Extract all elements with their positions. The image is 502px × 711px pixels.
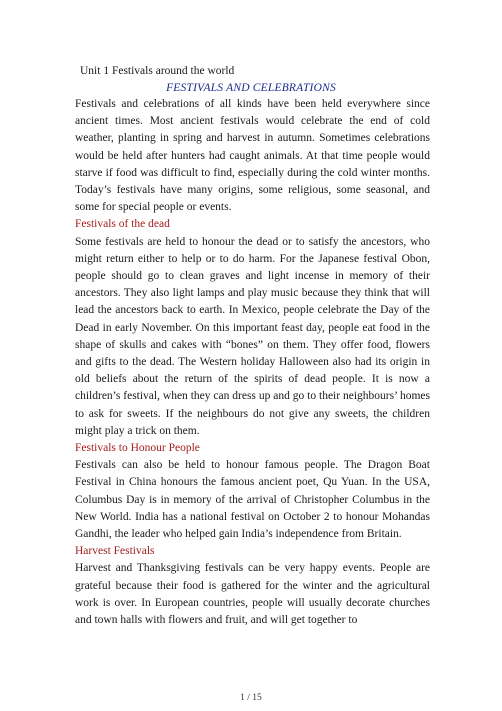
unit-title: Unit 1 Festivals around the world — [80, 65, 235, 77]
section-paragraph-festivals-of-the-dead: Some festivals are held to honour the dead or to satisfy the ancestors, who might return either to help or to do harm. For the Japanese festival Obon, people should go to clean graves and light incense in memory of their ancestors. They also light lamps and play music because they think that will lead the ancestors back to earth. In Mexico, people celebrate the Day of the Dead in early November. On this important feast day, people eat food in the shape of skulls and cakes with “bones” on them. They offer food, flowers and gifts to the dead. The Western holiday Halloween also had its origin in old beliefs about the return of the spirits of dead people. It is now a children’s festival, when they can dress up and go to their neighbours’ homes to ask for sweets. If the neighbours do not give any sweets, the children might play a trick on them. — [75, 235, 430, 437]
section-heading-festivals-of-the-dead: Festivals of the dead — [75, 218, 170, 231]
section-paragraph-festivals-to-honour-people: Festivals can also be held to honour famous people. The Dragon Boat Festival in China honours the famous ancient poet, Qu Yuan. In the USA, Columbus Day is in memory of the arrival of Christopher Columbus in the New World. India has a national festival on October 2 to honour Mohandas Gandhi, the leader who helped gain India’s independence from Britain. — [75, 459, 430, 541]
intro-paragraph: Festivals and celebrations of all kinds have been held everywhere since ancient times. Most ancient festivals would celebrate the end of cold weather, planting in spring and harvest in autumn. Sometimes celebrations would be held after hunters had caught animals. At that time people would starve if food was difficult to find, especially during the cold winter months. Today’s festivals have many origins, some religious, some seasonal, and some for special people or events. — [75, 98, 430, 214]
section-heading-festivals-to-honour-people: Festivals to Honour People — [75, 442, 200, 455]
section-heading-harvest-festivals: Harvest Festivals — [75, 545, 155, 558]
document-body — [75, 96, 430, 629]
document-title: FESTIVALS AND CELEBRATIONS — [166, 82, 336, 94]
page-number: 1 / 15 — [240, 693, 262, 703]
section-paragraph-harvest-festivals: Harvest and Thanksgiving festivals can be very happy events. People are grateful because their food is gathered for the winter and the agricultural work is over. In European countries, people will usually decorate churches and town halls with flowers and fruit, and will get together to — [75, 562, 430, 627]
